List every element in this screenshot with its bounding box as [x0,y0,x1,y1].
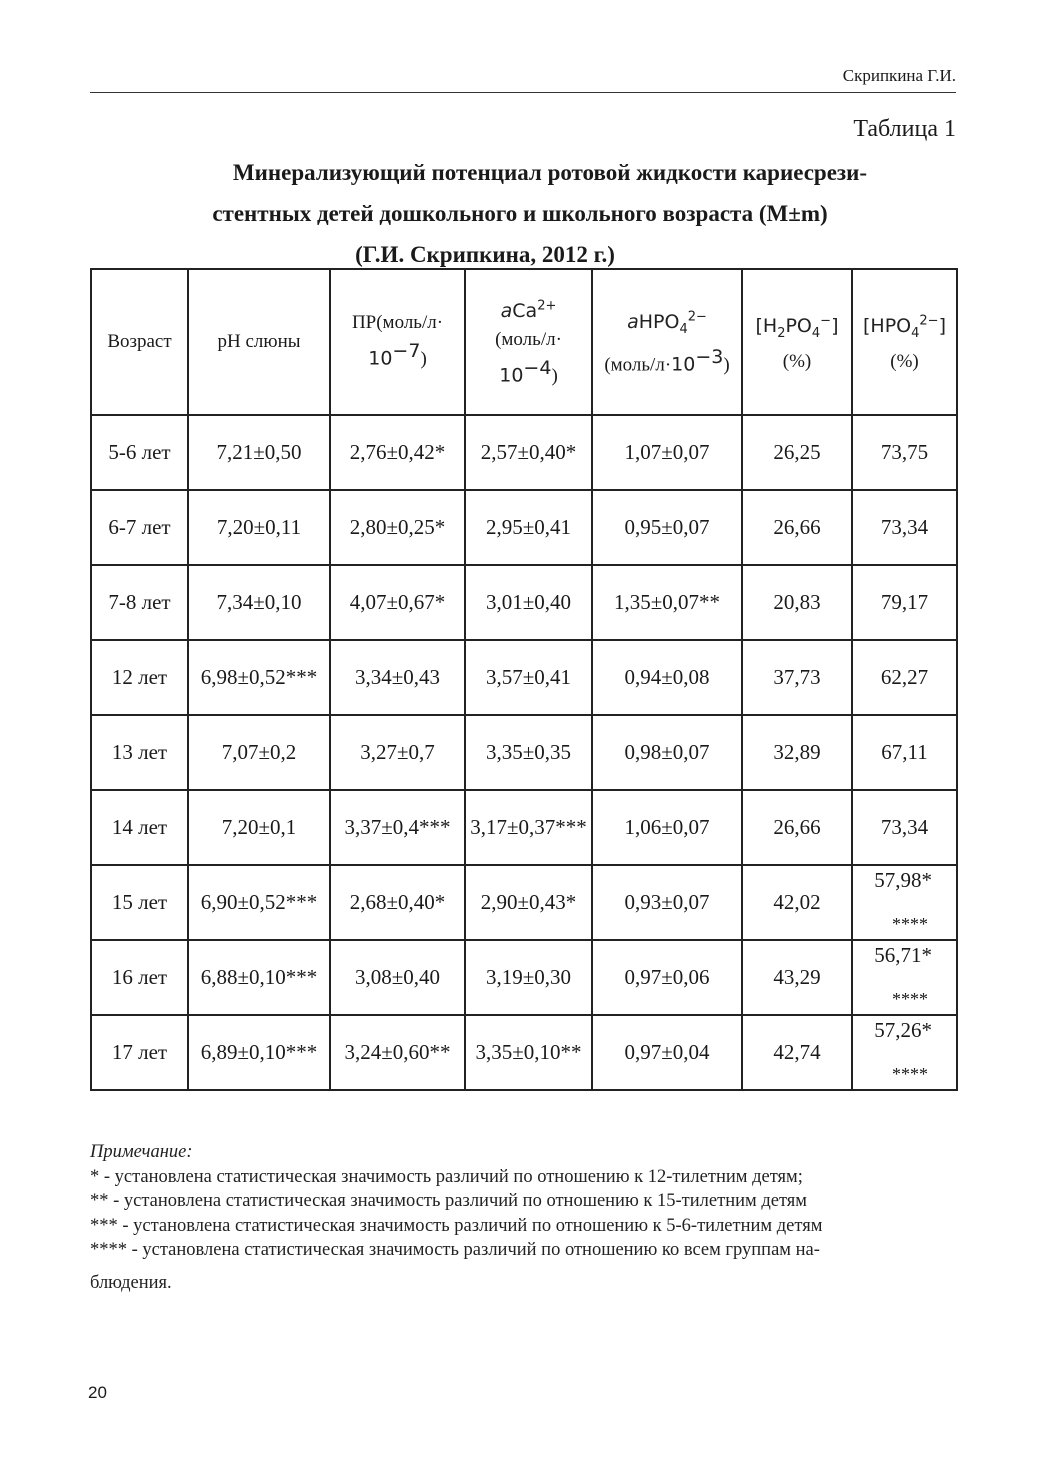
cell-age: 17 лет [91,1015,188,1090]
cell-h2po4: 26,25 [742,415,852,490]
running-head-author: Скрипкина Г.И. [90,66,956,93]
cell-age: 5-6 лет [91,415,188,490]
cell-hpo4: 62,27 [852,640,957,715]
cell-aca: 2,95±0,41 [465,490,592,565]
cell-ahpo: 0,97±0,04 [592,1015,742,1090]
table-title [120,152,980,275]
cell-h2po4: 20,83 [742,565,852,640]
cell-hpo4: 73,75 [852,415,957,490]
note-2: ** - установлена статистическая значимость различий по отношению к 15-тилетним детям [90,1191,808,1211]
table-row [91,415,957,490]
cell-pr: 2,80±0,25* [330,490,465,565]
cell-ahpo: 1,07±0,07 [592,415,742,490]
table-row [91,940,957,1015]
cell-hpo4-value: 57,26* [874,1018,932,1042]
cell-aca: 3,17±0,37*** [465,790,592,865]
cell-hpo4 [852,1015,957,1090]
cell-age: 13 лет [91,715,188,790]
cell-ph: 7,20±0,1 [188,790,330,865]
cell-age: 12 лет [91,640,188,715]
header-h2po4: $[H_2PO_4^-]$ (%) [742,269,852,415]
cell-age: 6-7 лет [91,490,188,565]
cell-hpo4-value: 56,71* [874,943,932,967]
note-4-continued: блюдения. [90,1272,172,1293]
cell-ahpo: 1,06±0,07 [592,790,742,865]
cell-ahpo: 0,94±0,08 [592,640,742,715]
cell-pr: 2,68±0,40* [330,865,465,940]
table-row [91,865,957,940]
cell-h2po4: 37,73 [742,640,852,715]
header-pr: ПР(моль/л· $10^{-7}$) [330,269,465,415]
cell-pr: 3,27±0,7 [330,715,465,790]
data-table [90,268,958,1091]
cell-aca: 3,19±0,30 [465,940,592,1015]
table-row [91,490,957,565]
cell-hpo4: 73,34 [852,490,957,565]
cell-pr: 3,37±0,4*** [330,790,465,865]
table-label: Таблица 1 [853,116,956,142]
table-notes [90,1140,960,1295]
header-ph: pH слюны [188,269,330,415]
header-age: Возраст [91,269,188,415]
cell-ahpo: 1,35±0,07** [592,565,742,640]
cell-aca: 2,57±0,40* [465,415,592,490]
note-4: **** - установлена статистическая значимость различий по отношению ко всем группам на- [90,1240,820,1260]
table-header-row [91,269,957,415]
cell-pr: 4,07±0,67* [330,565,465,640]
note-3: *** - установлена статистическая значимость различий по отношению к 5-6-тилетним детям [90,1215,823,1236]
cell-ph: 7,07±0,2 [188,715,330,790]
table-row [91,790,957,865]
page-number: 20 [88,1383,107,1402]
table-row [91,640,957,715]
cell-ph: 6,89±0,10*** [188,1015,330,1090]
cell-hpo4: 79,17 [852,565,957,640]
cell-aca: 3,57±0,41 [465,640,592,715]
cell-hpo4-mark: **** [892,989,928,1009]
cell-pr: 3,08±0,40 [330,940,465,1015]
title-line-2: стентных детей дошкольного и школьного возраста (M±m) [212,201,828,226]
table-row [91,1015,957,1090]
cell-hpo4: 73,34 [852,790,957,865]
cell-aca: 2,90±0,43* [465,865,592,940]
cell-pr: 3,24±0,60** [330,1015,465,1090]
title-line-3: (Г.И. Скрипкина, 2012 г.) [355,242,615,267]
cell-h2po4: 32,89 [742,715,852,790]
cell-h2po4: 42,74 [742,1015,852,1090]
cell-pr: 3,34±0,43 [330,640,465,715]
cell-ph: 6,90±0,52*** [188,865,330,940]
header-aca: aCa$^{2+}$ (моль/л· $10^{-4}$) [465,269,592,415]
cell-h2po4: 43,29 [742,940,852,1015]
header-hpo4: $[HPO_4^{2-}]$ (%) [852,269,957,415]
cell-h2po4: 26,66 [742,790,852,865]
cell-ph: 7,21±0,50 [188,415,330,490]
cell-ph: 7,34±0,10 [188,565,330,640]
title-line-1: Минерализующий потенциал ротовой жидкости кариесрези- [232,160,868,185]
cell-age: 15 лет [91,865,188,940]
cell-hpo4-mark: **** [892,1064,928,1084]
table-row [91,715,957,790]
cell-aca: 3,35±0,10** [465,1015,592,1090]
cell-pr: 2,76±0,42* [330,415,465,490]
cell-hpo4-mark: **** [892,914,928,934]
cell-age: 16 лет [91,940,188,1015]
cell-ahpo: 0,98±0,07 [592,715,742,790]
cell-aca: 3,35±0,35 [465,715,592,790]
cell-ph: 6,98±0,52*** [188,640,330,715]
cell-ph: 7,20±0,11 [188,490,330,565]
notes-heading: Примечание: [90,1142,193,1162]
cell-hpo4 [852,865,957,940]
cell-h2po4: 26,66 [742,490,852,565]
cell-aca: 3,01±0,40 [465,565,592,640]
cell-age: 14 лет [91,790,188,865]
header-ahpo: aHPO$_4^{2-}$ $(моль/л\cdot 10^{-3})$ [592,269,742,415]
cell-ahpo: 0,93±0,07 [592,865,742,940]
table-row [91,565,957,640]
cell-h2po4: 42,02 [742,865,852,940]
cell-ph: 6,88±0,10*** [188,940,330,1015]
cell-ahpo: 0,97±0,06 [592,940,742,1015]
cell-hpo4 [852,940,957,1015]
note-1: * - установлена статистическая значимость различий по отношению к 12-тилетним детям; [90,1166,803,1187]
cell-hpo4: 67,11 [852,715,957,790]
cell-ahpo: 0,95±0,07 [592,490,742,565]
cell-age: 7-8 лет [91,565,188,640]
cell-hpo4-value: 57,98* [874,868,932,892]
